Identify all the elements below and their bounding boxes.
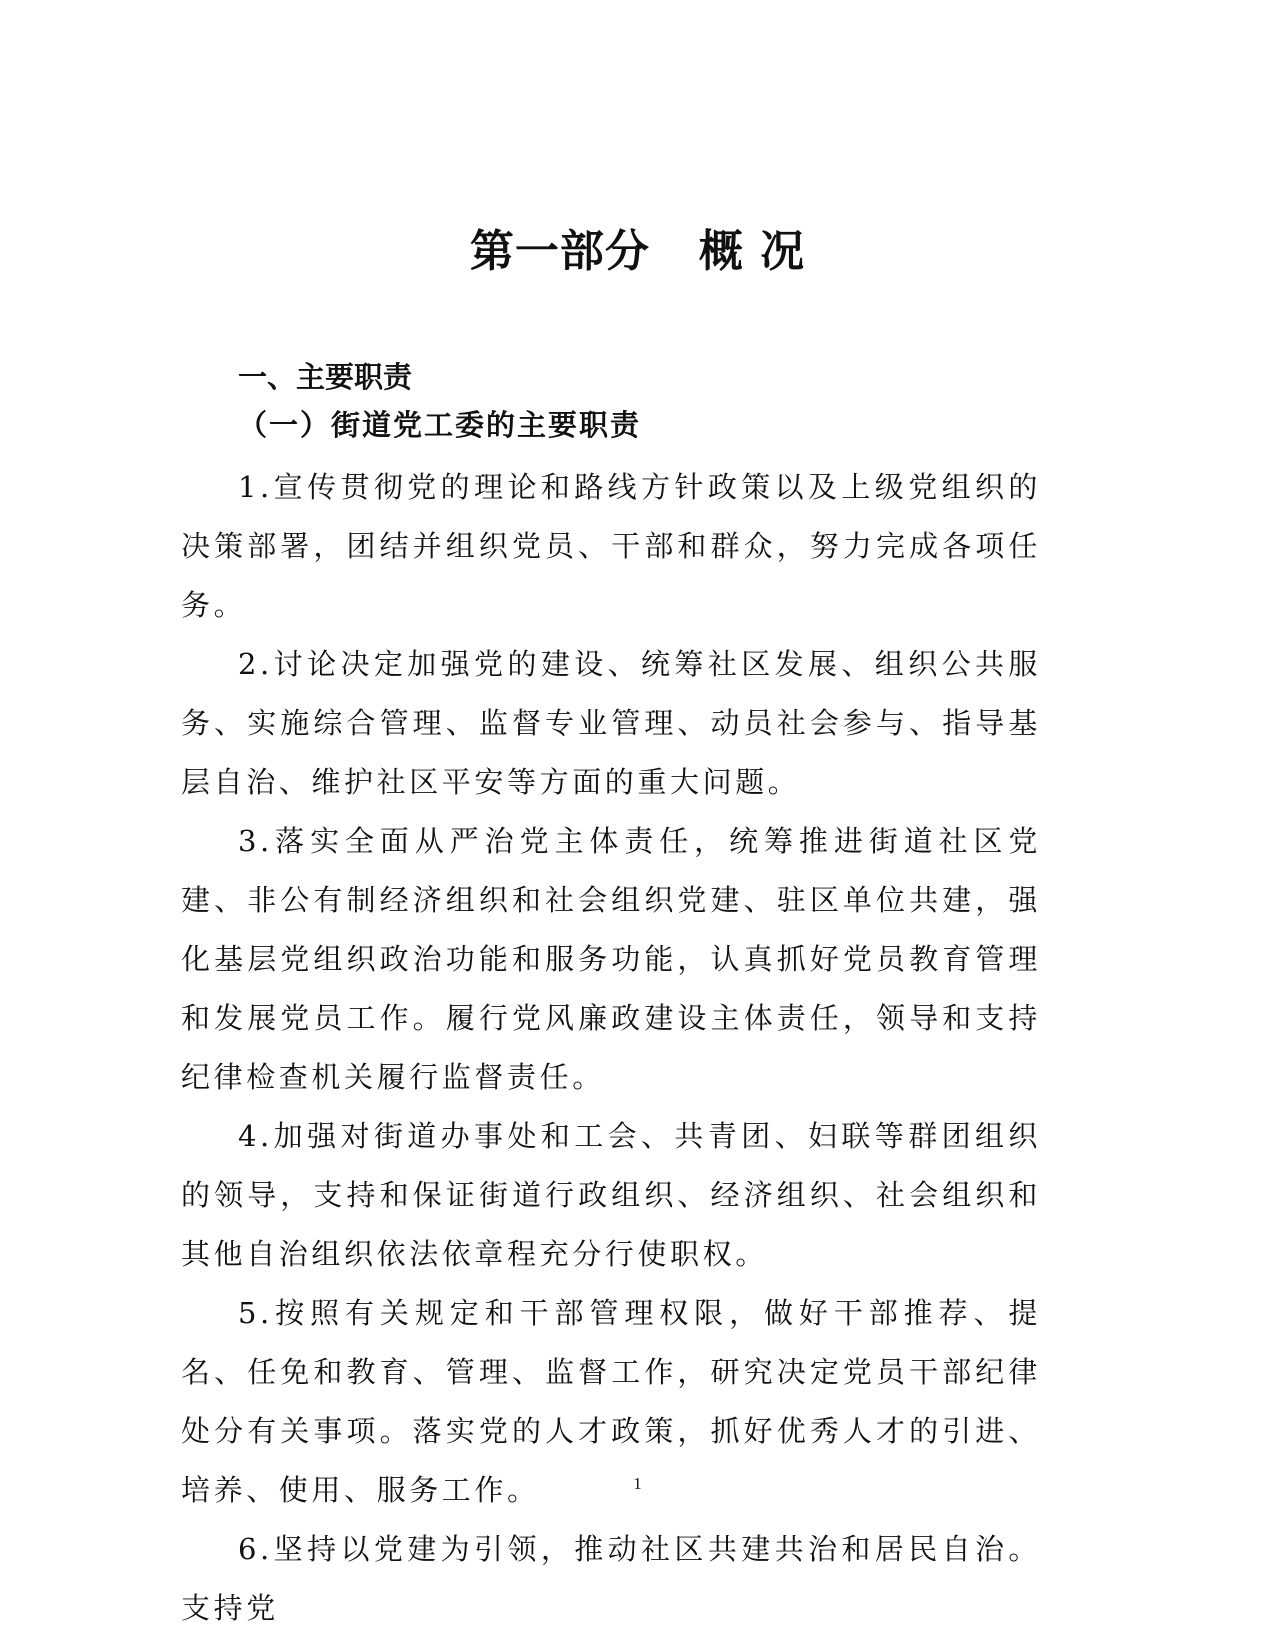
- paragraph-2: 2.讨论决定加强党的建设、统筹社区发展、组织公共服务、实施综合管理、监督专业管理、动员社会参与、指导基层自治、维护社区平安等方面的重大问题。: [181, 647, 1041, 799]
- subsection-heading: （一）街道党工委的主要职责: [238, 408, 642, 442]
- page-title: 第一部分 概 况: [469, 226, 806, 277]
- page-number: 1: [633, 1474, 642, 1493]
- section-heading: 一、主要职责: [238, 360, 413, 394]
- paragraph-1: 1.宣传贯彻党的理论和路线方针政策以及上级党组织的决策部署，团结并组织党员、干部和群众，努力完成各项任务。: [181, 470, 1041, 622]
- paragraph-3: 3.落实全面从严治党主体责任，统筹推进街道社区党建、非公有制经济组织和社会组织党建、驻区单位共建，强化基层党组织政治功能和服务功能，认真抓好党员教育管理和发展党员工作。履行党风廉政建设主体责任，领导和支持纪律检查机关履行监督责任。: [181, 824, 1041, 1094]
- paragraph-4: 4.加强对街道办事处和工会、共青团、妇联等群团组织的领导，支持和保证街道行政组织、经济组织、社会组织和其他自治组织依法依章程充分行使职权。: [181, 1119, 1041, 1271]
- paragraph-5: 5.按照有关规定和干部管理权限，做好干部推荐、提名、任免和教育、管理、监督工作，研究决定党员干部纪律处分有关事项。落实党的人才政策，抓好优秀人才的引进、培养、使用、服务工作。: [181, 1296, 1041, 1507]
- body-text: [181, 458, 1041, 1638]
- paragraph-6: 6.坚持以党建为引领，推动社区共建共治和居民自治。支持党: [181, 1532, 1041, 1625]
